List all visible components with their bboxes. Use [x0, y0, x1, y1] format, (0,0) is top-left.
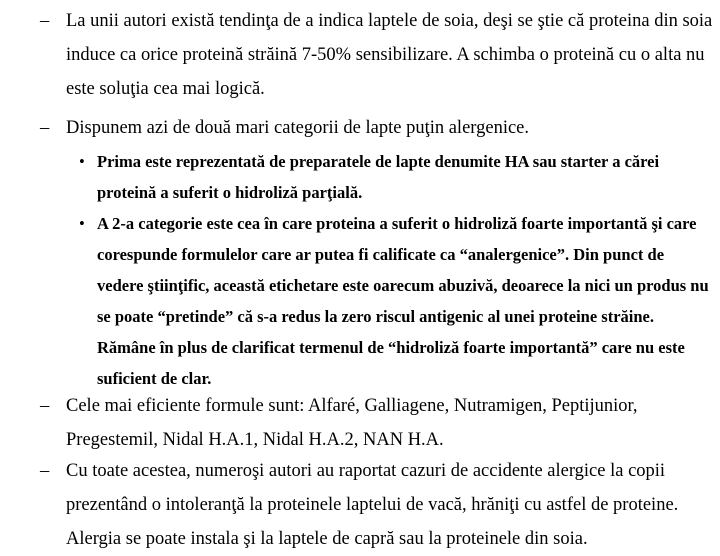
bullet-text: Cele mai eficiente formule sunt: Alfaré, Galliagene, Nutramigen, Peptijunior, Pregestemil, Nidal H.A.1, Nidal H.A.2, NAN H.A.: [66, 396, 638, 450]
sub-bullet-extensive-hydrolysis: [79, 208, 714, 394]
sub-bullet-text: Prima este reprezentată de preparatele de lapte denumite HA sau starter a cărei proteină a suferit o hidroliză parţială.: [97, 152, 660, 202]
bullet-text: Cu toate acestea, numeroşi autori au raportat cazuri de accidente alergice la copii prezentând o intoleranţă la proteinele laptelui de vacă, hrăniţi cu astfel de proteine. Alergia se poate instala şi la laptele de capră sau la proteinele din soia.: [66, 461, 679, 549]
sub-bullet-text: A 2-a categorie este cea în care proteina a suferit o hidroliză foarte importantă şi care corespunde formulelor care ar putea fi calificate ca “analergenice”. Din punct de vedere ştiinţific, această etichetare este oarecum abuzivă, deoarece la nici un produs nu se poate “pretinde” că s-a redus la zero riscul antigenic al unei proteine străine. Rămâne în plus de clarificat termenul de “hidroliză foarte importantă” care nu este suficient de clar.: [97, 214, 709, 388]
dot-marker: •: [79, 152, 85, 171]
dash-marker: –: [40, 11, 50, 31]
sub-bullet-partial-hydrolysis: [79, 146, 714, 208]
bullet-item-formulas: [40, 389, 715, 457]
bullet-item-allergic-reports: [40, 454, 715, 556]
bullet-text: La unii autori există tendinţa de a indica laptele de soia, deşi se ştie că proteina din soia induce ca orice proteină străină 7-50% sensibilizare. A schimba o proteină cu o alta nu este soluţia cea mai logică.: [66, 11, 713, 99]
bullet-text: Dispunem azi de două mari categorii de lapte puţin alergenice.: [66, 118, 530, 138]
dot-marker: •: [79, 214, 85, 233]
bullet-item-milk-categories: [40, 111, 715, 145]
dash-marker: –: [40, 461, 50, 481]
bullet-item-soy-milk: [40, 4, 715, 106]
dash-marker: –: [40, 396, 50, 416]
dash-marker: –: [40, 118, 50, 138]
